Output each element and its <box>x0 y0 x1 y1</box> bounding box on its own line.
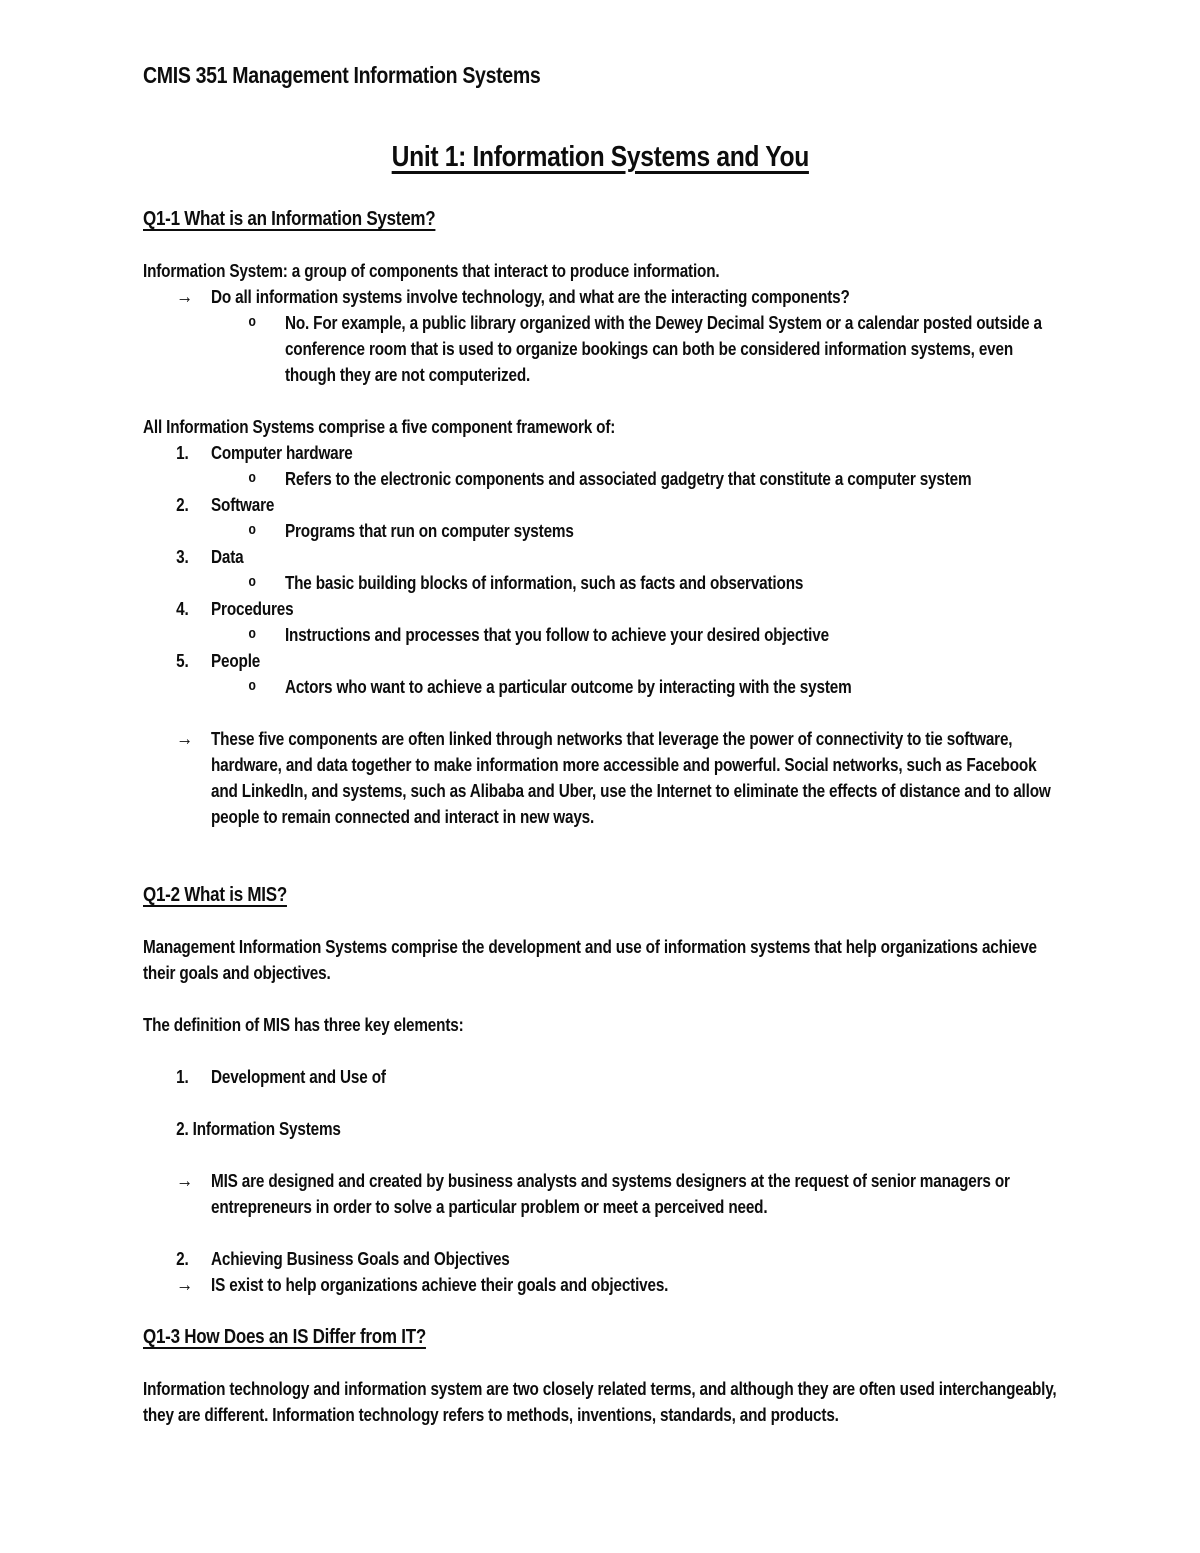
number-marker: 1. <box>176 1067 189 1087</box>
circle-bullet-icon: o <box>248 470 256 487</box>
list-item <box>143 1168 1058 1220</box>
arrow-bullet-icon: → <box>176 286 193 308</box>
paragraph: Information technology and information system are two closely related terms, and although they are often used interchangeably, they are different. Information technology refers to methods, inventions, standards, and products. <box>143 1379 1057 1425</box>
list-item-text: IS exist to help organizations achieve their goals and objectives. <box>211 1275 669 1295</box>
list-item <box>143 518 1058 544</box>
list-item <box>143 544 1058 570</box>
list-item-text: Do all information systems involve technology, and what are the interacting components? <box>211 287 850 307</box>
list-item-text: Development and Use of <box>211 1067 386 1087</box>
arrow-bullet-icon: → <box>176 1170 193 1192</box>
section-heading-text: Q1-1 What is an Information System? <box>143 208 436 230</box>
section-heading-q1-3 <box>143 1324 1058 1350</box>
course-header: CMIS 351 Management Information Systems <box>143 62 541 88</box>
list-item-text: Actors who want to achieve a particular outcome by interacting with the system <box>284 677 852 697</box>
number-marker: 2. <box>176 495 189 515</box>
list-item-text: No. For example, a public library organized with the Dewey Decimal System or a calendar posted outside a conference room that is used to organize bookings can both be considered information systems, even though they are not computerized. <box>284 313 1042 385</box>
list-item <box>143 492 1058 518</box>
document-page <box>143 60 1058 1428</box>
list-item-text: Achieving Business Goals and Objectives <box>211 1249 510 1269</box>
list-item-text: Refers to the electronic components and associated gadgetry that constitute a computer system <box>284 469 972 489</box>
section-heading-q1-2 <box>143 882 1058 908</box>
list-item-text: The basic building blocks of information, such as facts and observations <box>284 573 804 593</box>
section-heading-text: Q1-3 How Does an IS Differ from IT? <box>143 1326 426 1348</box>
list-item-text: Computer hardware <box>211 443 353 463</box>
arrow-bullet-icon: → <box>176 728 193 750</box>
list-item <box>143 284 1058 310</box>
document-title-text: Unit 1: Information Systems and You <box>391 141 809 173</box>
list-item <box>143 1272 1058 1298</box>
circle-bullet-icon: o <box>248 678 256 695</box>
section-heading-q1-1 <box>143 206 1058 232</box>
list-item-text: Programs that run on computer systems <box>284 521 574 541</box>
circle-bullet-icon: o <box>248 522 256 539</box>
list-item <box>143 466 1058 492</box>
circle-bullet-icon: o <box>248 314 256 331</box>
paragraph: All Information Systems comprise a five component framework of: <box>143 417 616 437</box>
list-item <box>143 1064 1058 1090</box>
list-item <box>143 726 1058 830</box>
list-item <box>143 622 1058 648</box>
list-item <box>143 310 1058 388</box>
paragraph: Management Information Systems comprise the development and use of information systems that help organizations achieve their goals and objectives. <box>143 937 1037 983</box>
list-item <box>143 440 1058 466</box>
list-item-text: MIS are designed and created by business analysts and systems designers at the request of senior managers or entrepreneurs in order to solve a particular problem or meet a perceived need. <box>211 1171 1010 1217</box>
list-item <box>143 648 1058 674</box>
list-item-text: Data <box>211 547 244 567</box>
list-item-text: These five components are often linked through networks that leverage the power of connectivity to tie software, hardware, and data together to make information more accessible and powerful. Social networks, such as Facebook and LinkedIn, and systems, such as Alibaba and Uber, use the Internet to eliminate the effects of distance and to allow people to remain connected and interact in new ways. <box>211 729 1051 827</box>
list-item-text: People <box>211 651 261 671</box>
number-marker: 4. <box>176 599 189 619</box>
list-item <box>143 570 1058 596</box>
document-title <box>143 138 1058 176</box>
list-item-text: Instructions and processes that you follow to achieve your desired objective <box>284 625 829 645</box>
number-marker: 1. <box>176 443 189 463</box>
list-item <box>143 674 1058 700</box>
list-item <box>143 1246 1058 1272</box>
paragraph: Information System: a group of components that interact to produce information. <box>143 261 720 281</box>
paragraph: 2. Information Systems <box>176 1119 341 1139</box>
list-item-text: Procedures <box>211 599 294 619</box>
circle-bullet-icon: o <box>248 574 256 591</box>
list-item <box>143 596 1058 622</box>
number-marker: 3. <box>176 547 189 567</box>
number-marker: 5. <box>176 651 189 671</box>
paragraph: The definition of MIS has three key elements: <box>143 1015 464 1035</box>
number-marker: 2. <box>176 1249 189 1269</box>
arrow-bullet-icon: → <box>176 1274 193 1296</box>
section-heading-text: Q1-2 What is MIS? <box>143 884 287 906</box>
list-item-text: Software <box>211 495 275 515</box>
circle-bullet-icon: o <box>248 626 256 643</box>
